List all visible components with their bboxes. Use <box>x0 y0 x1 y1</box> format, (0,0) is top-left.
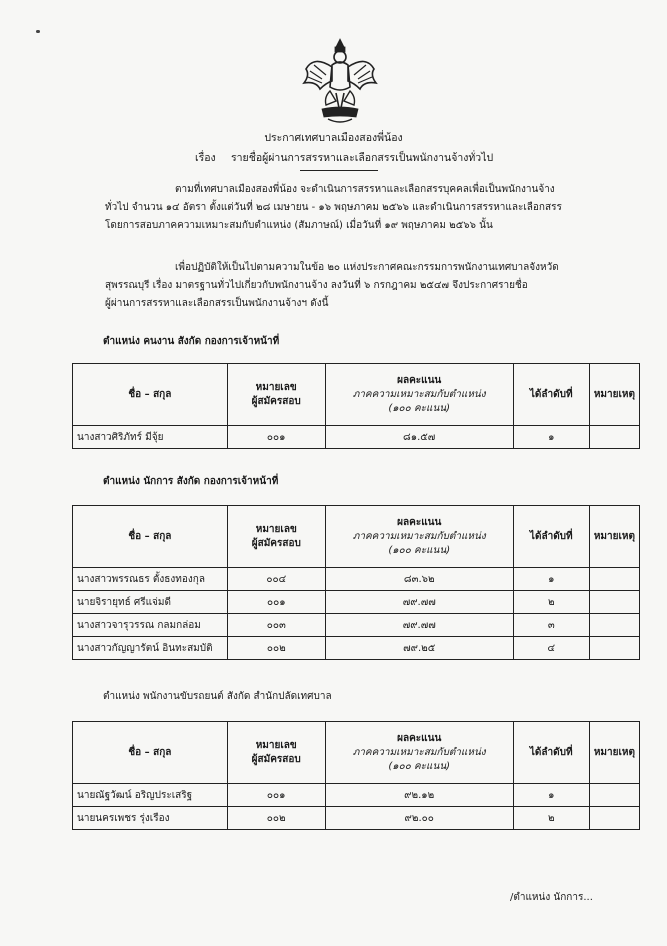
cell-note <box>589 637 639 660</box>
cell-score: ๗๙.๗๗ <box>325 614 513 637</box>
header-rank: ได้ลำดับที่ <box>513 506 589 568</box>
results-table-driver <box>72 721 640 830</box>
table-header-row <box>73 506 640 568</box>
cell-score: ๙๒.๑๒ <box>325 784 513 807</box>
intro-line-2: ทั่วไป จำนวน ๑๔ อัตรา ตั้งแต่วันที่ ๒๘ เมษายน - ๑๖ พฤษภาคม ๒๕๖๖ และดำเนินการสรรหาและเลือกสรร <box>105 202 562 213</box>
header-note: หมายเหตุ <box>589 364 639 426</box>
results-table-worker <box>72 363 640 449</box>
cell-rank: ๑ <box>513 784 589 807</box>
cell-score: ๗๙.๗๗ <box>325 591 513 614</box>
basis-line-2: สุพรรณบุรี เรื่อง มาตรฐานทั่วไปเกี่ยวกับพนักงานจ้าง ลงวันที่ ๖ กรกฎาคม ๒๕๔๗ จึงประกาศรายชื่อ <box>105 280 528 291</box>
cell-note <box>589 614 639 637</box>
basis-line-3: ผู้ผ่านการสรรหาและเลือกสรรเป็นพนักงานจ้างฯ ดังนี้ <box>105 298 329 309</box>
basis-paragraph <box>105 259 615 313</box>
table-row <box>73 568 640 591</box>
header-number: หมายเลข ผู้สมัครสอบ <box>227 506 325 568</box>
cell-score: ๘๑.๕๗ <box>325 426 513 449</box>
cell-rank: ๒ <box>513 807 589 830</box>
title-divider <box>300 170 378 171</box>
cell-note <box>589 784 639 807</box>
cell-name: นางสาวพรรณธร ตั้งธงทองกุล <box>73 568 228 591</box>
header-name: ชื่อ – สกุล <box>73 506 228 568</box>
table-row <box>73 637 640 660</box>
header-score: ผลคะแนน ภาคความเหมาะสมกับตำแหน่ง (๑๐๐ คะแนน) <box>325 364 513 426</box>
cell-number: ๐๐๑ <box>227 591 325 614</box>
announcement-title: ประกาศเทศบาลเมืองสองพี่น้อง <box>264 132 403 144</box>
table-row <box>73 591 640 614</box>
section-title-driver: ตำแหน่ง พนักงานขับรถยนต์ สังกัด สำนักปลัดเทศบาล <box>103 691 332 702</box>
table-row <box>73 614 640 637</box>
intro-paragraph <box>105 181 615 235</box>
intro-line-3: โดยการสอบภาคความเหมาะสมกับตำแหน่ง (สัมภาษณ์) เมื่อวันที่ ๑๙ พฤษภาคม ๒๕๖๖ นั้น <box>105 220 493 231</box>
subject-text: รายชื่อผู้ผ่านการสรรหาและเลือกสรรเป็นพนักงานจ้างทั่วไป <box>231 152 494 164</box>
header-note: หมายเหตุ <box>589 506 639 568</box>
announcement-subject <box>195 149 493 166</box>
cell-number: ๐๐๒ <box>227 637 325 660</box>
cell-number: ๐๐๑ <box>227 784 325 807</box>
cell-name: นางสาวศิริภัทร์ มีจุ้ย <box>73 426 228 449</box>
cell-number: ๐๐๓ <box>227 614 325 637</box>
cell-score: ๙๒.๐๐ <box>325 807 513 830</box>
cell-rank: ๒ <box>513 591 589 614</box>
basis-line-1: เพื่อปฏิบัติให้เป็นไปตามความในข้อ ๒๐ แห่งประกาศคณะกรรมการพนักงานเทศบาลจังหวัด <box>175 262 559 273</box>
header-rank: ได้ลำดับที่ <box>513 722 589 784</box>
header-number: หมายเลข ผู้สมัครสอบ <box>227 364 325 426</box>
table-row <box>73 807 640 830</box>
scan-speck <box>36 30 40 33</box>
cell-number: ๐๐๔ <box>227 568 325 591</box>
header-number: หมายเลข ผู้สมัครสอบ <box>227 722 325 784</box>
continuation-note: /ตำแหน่ง นักการ... <box>510 892 593 903</box>
cell-number: ๐๐๑ <box>227 426 325 449</box>
cell-score: ๗๙.๒๕ <box>325 637 513 660</box>
header-rank: ได้ลำดับที่ <box>513 364 589 426</box>
subject-label: เรื่อง <box>195 152 216 164</box>
cell-note <box>589 807 639 830</box>
cell-note <box>589 568 639 591</box>
section-title-worker: ตำแหน่ง คนงาน สังกัด กองการเจ้าหน้าที่ <box>103 336 280 347</box>
header-note: หมายเหตุ <box>589 722 639 784</box>
cell-rank: ๓ <box>513 614 589 637</box>
table-header-row <box>73 722 640 784</box>
header-name: ชื่อ – สกุล <box>73 722 228 784</box>
header-score: ผลคะแนน ภาคความเหมาะสมกับตำแหน่ง (๑๐๐ คะแนน) <box>325 722 513 784</box>
cell-score: ๘๓.๖๒ <box>325 568 513 591</box>
cell-number: ๐๐๒ <box>227 807 325 830</box>
cell-name: นายจิรายุทธ์ ศรีแจ่มดี <box>73 591 228 614</box>
cell-rank: ๑ <box>513 426 589 449</box>
cell-name: นางสาวกัญญารัตน์ อินทะสมบัติ <box>73 637 228 660</box>
section-title-janitor: ตำแหน่ง นักการ สังกัด กองการเจ้าหน้าที่ <box>103 476 279 487</box>
cell-rank: ๑ <box>513 568 589 591</box>
cell-name: นายณัฐวัฒน์ อริญประเสริฐ <box>73 784 228 807</box>
table-row <box>73 784 640 807</box>
header-score: ผลคะแนน ภาคความเหมาะสมกับตำแหน่ง (๑๐๐ คะแนน) <box>325 506 513 568</box>
cell-note <box>589 426 639 449</box>
header-name: ชื่อ – สกุล <box>73 364 228 426</box>
results-table-janitor <box>72 505 640 660</box>
intro-line-1: ตามที่เทศบาลเมืองสองพี่น้อง จะดำเนินการสรรหาและเลือกสรรบุคคลเพื่อเป็นพนักงานจ้าง <box>175 184 555 195</box>
table-row <box>73 426 640 449</box>
cell-note <box>589 591 639 614</box>
cell-name: นางสาวจารุวรรณ กลมกล่อม <box>73 614 228 637</box>
cell-name: นายนครเพชร รุ่งเรือง <box>73 807 228 830</box>
cell-rank: ๔ <box>513 637 589 660</box>
garuda-emblem-icon <box>300 35 380 127</box>
table-header-row <box>73 364 640 426</box>
